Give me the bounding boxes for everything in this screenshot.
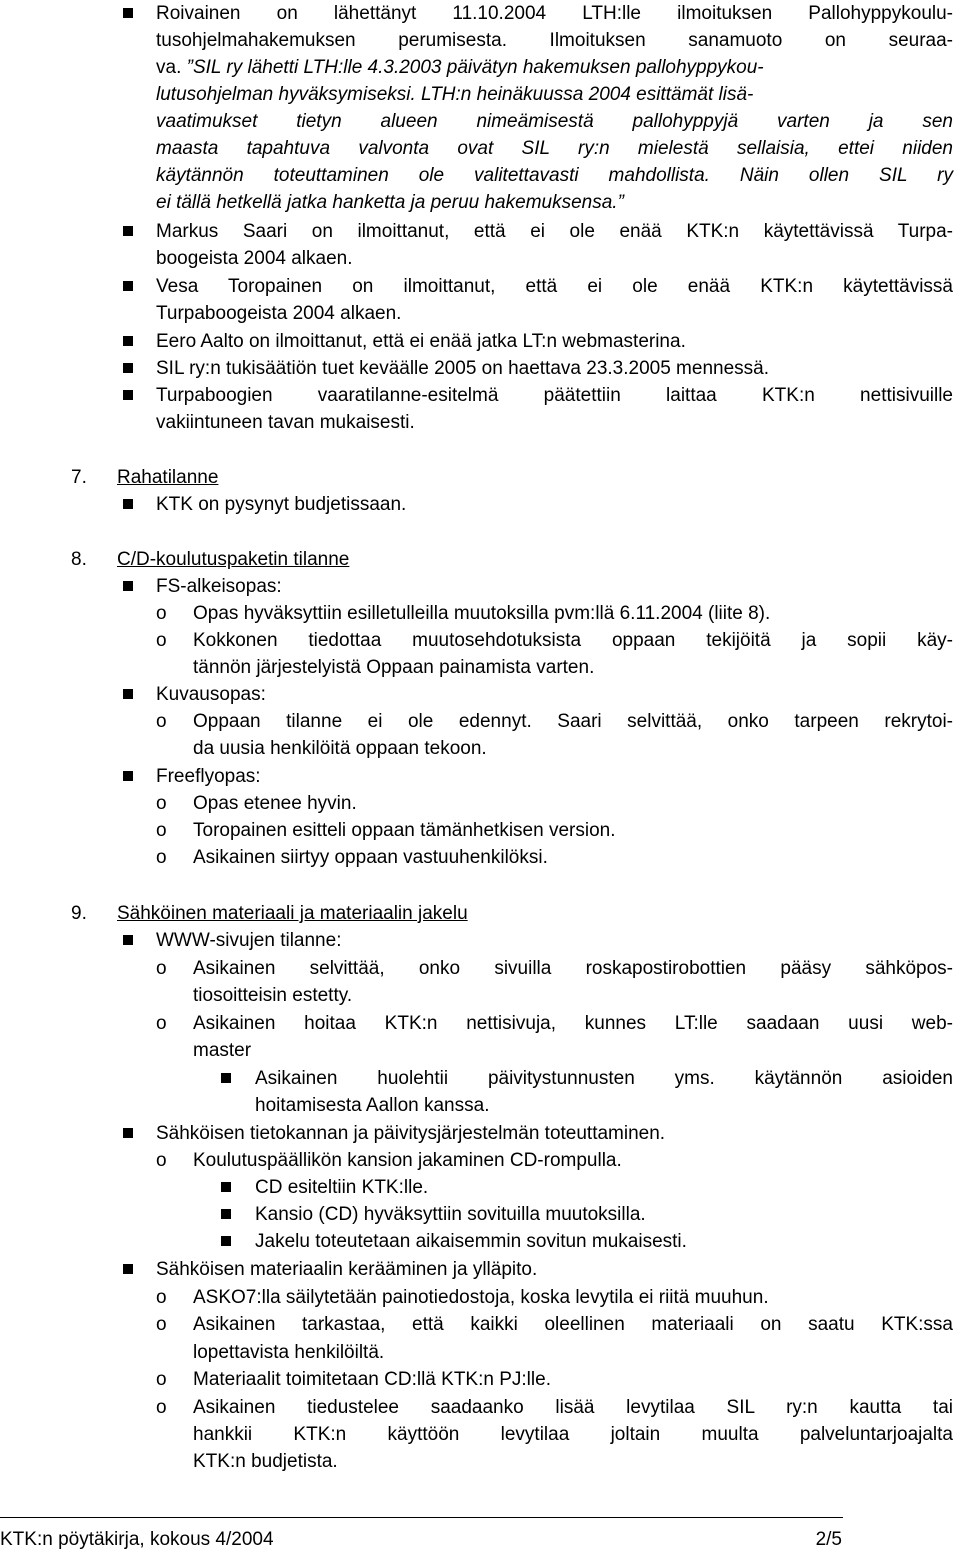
section-title: Rahatilanne xyxy=(117,467,219,488)
quoted-text: lutusohjelman hyväksymiseksi. xyxy=(156,84,416,105)
sub-item-text: Asikainen siirtyy oppaan vastuuhenkilöksi. xyxy=(193,847,548,868)
list-item-text: Turpaboogien vaaratilanne-esitelmä päätettiin laittaa KTK:n nettisivuille xyxy=(156,385,953,406)
bullet-icon xyxy=(123,336,133,346)
bullet-icon xyxy=(123,281,133,291)
sub-bullet-marker: o xyxy=(156,1013,167,1034)
sub-item-text: KTK:n budjetista. xyxy=(193,1451,338,1472)
bullet-icon xyxy=(123,226,133,236)
group-label: Freeflyopas: xyxy=(156,766,261,787)
bullet-icon xyxy=(123,581,133,591)
list-item-line xyxy=(156,54,956,81)
sub-item-text: hankkii KTK:n käyttöön levytilaa joltain muulta palveluntarjoajalta xyxy=(193,1424,953,1445)
quoted-text: LTH:n heinäkuussa 2004 esittämät lisä- xyxy=(415,84,754,105)
sub-sub-item-text: Kansio (CD) hyväksyttiin sovituilla muutoksilla. xyxy=(255,1204,646,1225)
sub-bullet-marker: o xyxy=(156,793,167,814)
sub-item-text: Oppaan tilanne ei ole edennyt. Saari selvittää, onko tarpeen rekrytoi- xyxy=(193,711,953,732)
list-item-line xyxy=(156,81,956,108)
sub-item-text: master xyxy=(193,1040,252,1061)
section-number: 7. xyxy=(71,467,87,488)
page-number: 2/5 xyxy=(815,1529,842,1550)
sub-item-text: ASKO7:lla säilytetään painotiedostoja, koska levytila ei riitä muuhun. xyxy=(193,1287,769,1308)
quoted-text: vaatimukset tietyn alueen nimeämisestä pallohyppyjä varten ja sen xyxy=(156,111,953,132)
group-label: Sähköisen materiaalin kerääminen ja ylläpito. xyxy=(156,1259,538,1280)
sub-item-text: Asikainen tarkastaa, että kaikki oleellinen materiaali on saatu KTK:ssa xyxy=(193,1314,953,1335)
sub-item-text: Asikainen selvittää, onko sivuilla roskapostirobottien pääsy sähköpos- xyxy=(193,958,953,979)
bullet-icon xyxy=(123,1128,133,1138)
quoted-text: maasta tapahtuva valvonta ovat SIL ry:n mielestä sellaisia, ettei niiden xyxy=(156,138,953,159)
bullet-icon xyxy=(123,771,133,781)
section-number: 9. xyxy=(71,903,87,924)
sub-item-text: Materiaalit toimitetaan CD:llä KTK:n PJ:lle. xyxy=(193,1369,551,1390)
sub-item-text: da uusia henkilöitä oppaan tekoon. xyxy=(193,738,487,759)
bullet-icon xyxy=(221,1182,231,1192)
group-label: Sähköisen tietokannan ja päivitysjärjestelmän toteuttaminen. xyxy=(156,1123,666,1144)
section-number: 8. xyxy=(71,549,87,570)
sub-bullet-marker: o xyxy=(156,958,167,979)
section-title: Sähköinen materiaali ja materiaalin jakelu xyxy=(117,903,468,924)
bullet-icon xyxy=(123,8,133,18)
section-title: C/D-koulutuspaketin tilanne xyxy=(117,549,350,570)
list-item-text: Markus Saari on ilmoittanut, että ei ole enää KTK:n käytettävissä Turpa- xyxy=(156,221,953,242)
sub-item-text: Koulutuspäällikön kansion jakaminen CD-rompulla. xyxy=(193,1150,622,1171)
bullet-icon xyxy=(221,1073,231,1083)
list-item-text: KTK on pysynyt budjetissaan. xyxy=(156,494,407,515)
list-item-text: Eero Aalto on ilmoittanut, että ei enää jatka LT:n webmasterina. xyxy=(156,331,686,352)
quoted-text: ei tällä hetkellä jatka hanketta ja peruu hakemuksensa.” xyxy=(156,192,624,213)
sub-item-text: Toropainen esitteli oppaan tämänhetkisen version. xyxy=(193,820,616,841)
footer-rule xyxy=(0,1517,843,1518)
bullet-icon xyxy=(123,689,133,699)
sub-item-text: tännön järjestelyistä Oppaan painamista varten. xyxy=(193,657,595,678)
sub-bullet-marker: o xyxy=(156,1369,167,1390)
sub-sub-item-text: hoitamisesta Aallon kanssa. xyxy=(255,1095,490,1116)
sub-item-text: Opas hyväksyttiin esilletulleilla muutoksilla pvm:llä 6.11.2004 (liite 8). xyxy=(193,603,771,624)
group-label: FS-alkeisopas: xyxy=(156,576,282,597)
list-item-text: Turpaboogeista 2004 alkaen. xyxy=(156,303,402,324)
bullet-icon xyxy=(221,1209,231,1219)
sub-bullet-marker: o xyxy=(156,603,167,624)
bullet-icon xyxy=(123,935,133,945)
group-label: Kuvausopas: xyxy=(156,684,266,705)
list-item-text: vakiintuneen tavan mukaisesti. xyxy=(156,412,415,433)
sub-item-text: Kokkonen tiedottaa muutosehdotuksista oppaan tekijöitä ja sopii käy- xyxy=(193,630,953,651)
bullet-icon xyxy=(123,1264,133,1274)
sub-bullet-marker: o xyxy=(156,1397,167,1418)
sub-sub-item-text: Jakelu toteutetaan aikaisemmin sovitun mukaisesti. xyxy=(255,1231,687,1252)
bullet-icon xyxy=(221,1236,231,1246)
list-item-text: boogeista 2004 alkaen. xyxy=(156,248,353,269)
quoted-text: käytännön toteuttaminen ole valitettavasti mahdollista. Näin ollen SIL ry xyxy=(156,165,953,186)
quoted-text: ”SIL ry lähetti LTH:lle 4.3.2003 päivätyn hakemuksen pallohyppykou- xyxy=(186,57,764,78)
sub-item-text: lopettavista henkilöiltä. xyxy=(193,1342,385,1363)
sub-item-text: Asikainen tiedustelee saadaanko lisää levytilaa SIL ry:n kautta tai xyxy=(193,1397,953,1418)
list-item-text: tusohjelmahakemuksen perumisesta. Ilmoituksen sanamuoto on seuraa- xyxy=(156,30,953,51)
sub-item-text: tiosoitteisin estetty. xyxy=(193,985,353,1006)
sub-bullet-marker: o xyxy=(156,711,167,732)
list-item-text: Roivainen on lähettänyt 11.10.2004 LTH:lle ilmoituksen Pallohyppykoulu- xyxy=(156,3,953,24)
bullet-icon xyxy=(123,390,133,400)
sub-bullet-marker: o xyxy=(156,1314,167,1335)
list-item-text: va. xyxy=(156,57,187,78)
sub-item-text: Opas etenee hyvin. xyxy=(193,793,357,814)
sub-sub-item-text: Asikainen huolehtii päivitystunnusten yms. käytännön asioiden xyxy=(255,1068,953,1089)
sub-bullet-marker: o xyxy=(156,847,167,868)
sub-bullet-marker: o xyxy=(156,820,167,841)
group-label: WWW-sivujen tilanne: xyxy=(156,930,342,951)
sub-bullet-marker: o xyxy=(156,630,167,651)
footer-title: KTK:n pöytäkirja, kokous 4/2004 xyxy=(0,1529,274,1550)
list-item-text: Vesa Toropainen on ilmoittanut, että ei ole enää KTK:n käytettävissä xyxy=(156,276,953,297)
sub-sub-item-text: CD esiteltiin KTK:lle. xyxy=(255,1177,429,1198)
sub-item-text: Asikainen hoitaa KTK:n nettisivuja, kunnes LT:lle saadaan uusi web- xyxy=(193,1013,953,1034)
sub-bullet-marker: o xyxy=(156,1287,167,1308)
bullet-icon xyxy=(123,363,133,373)
sub-bullet-marker: o xyxy=(156,1150,167,1171)
bullet-icon xyxy=(123,499,133,509)
list-item-text: SIL ry:n tukisäätiön tuet keväälle 2005 on haettava 23.3.2005 mennessä. xyxy=(156,358,769,379)
